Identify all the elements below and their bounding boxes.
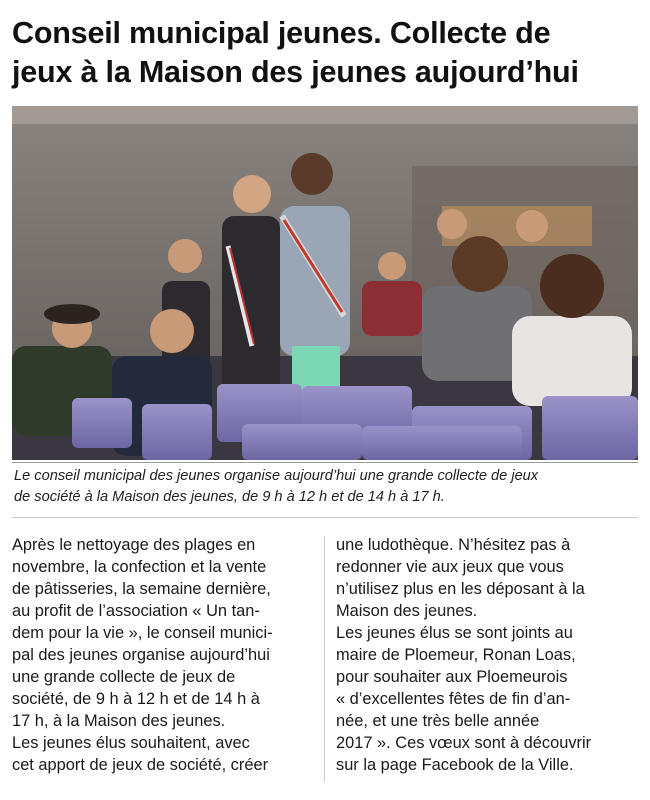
body-line: une ludothèque. N’hésitez pas à: [336, 536, 571, 554]
body-line: une grande collecte de jeux de: [12, 668, 236, 686]
body-line: Les jeunes élus souhaitent, avec: [12, 734, 250, 752]
body-line: société, de 9 h à 12 h et de 14 h à: [12, 690, 260, 708]
body-line: pour souhaiter aux Ploemeurois: [336, 668, 568, 686]
body-line: n’utilisez plus en les déposant à la: [336, 580, 585, 598]
photo-caption: [14, 466, 636, 508]
body-line: novembre, la confection et la vente: [12, 558, 267, 576]
article-column-right: [336, 534, 638, 776]
body-line: cet apport de jeux de société, créer: [12, 756, 269, 774]
body-line: pal des jeunes organise aujourd’hui: [12, 646, 270, 664]
caption-line: de société à la Maison des jeunes, de 9 h à 12 h et de 14 h à 17 h.: [14, 489, 445, 505]
body-line: au profit de l’association « Un tan-: [12, 602, 260, 620]
article-column-left: [12, 534, 314, 776]
body-line: Les jeunes élus se sont joints au: [336, 624, 573, 642]
column-divider: [324, 536, 325, 782]
photo-illustration: [12, 106, 638, 460]
body-line: Après le nettoyage des plages en: [12, 536, 256, 554]
body-line: de pâtisseries, la semaine dernière,: [12, 580, 271, 598]
body-rule: [12, 517, 638, 518]
body-line: redonner vie aux jeux que vous: [336, 558, 564, 576]
headline-line: jeux à la Maison des jeunes aujourd’hui: [12, 55, 579, 89]
headline-line: Conseil municipal jeunes. Collecte de: [12, 16, 551, 50]
article-headline: [12, 14, 638, 92]
article-photo: [12, 106, 638, 460]
caption-line: Le conseil municipal des jeunes organise aujourd’hui une grande collecte de jeux: [14, 468, 539, 484]
body-line: dem pour la vie », le conseil munici-: [12, 624, 273, 642]
body-line: 2017 ». Ces vœux sont à découvrir: [336, 734, 592, 752]
body-line: Maison des jeunes.: [336, 602, 478, 620]
body-line: née, et une très belle année: [336, 712, 540, 730]
body-line: « d’excellentes fêtes de fin d’an-: [336, 690, 571, 708]
caption-rule: [12, 462, 638, 463]
body-line: 17 h, à la Maison des jeunes.: [12, 712, 226, 730]
body-line: maire de Ploemeur, Ronan Loas,: [336, 646, 576, 664]
body-line: sur la page Facebook de la Ville.: [336, 756, 574, 774]
